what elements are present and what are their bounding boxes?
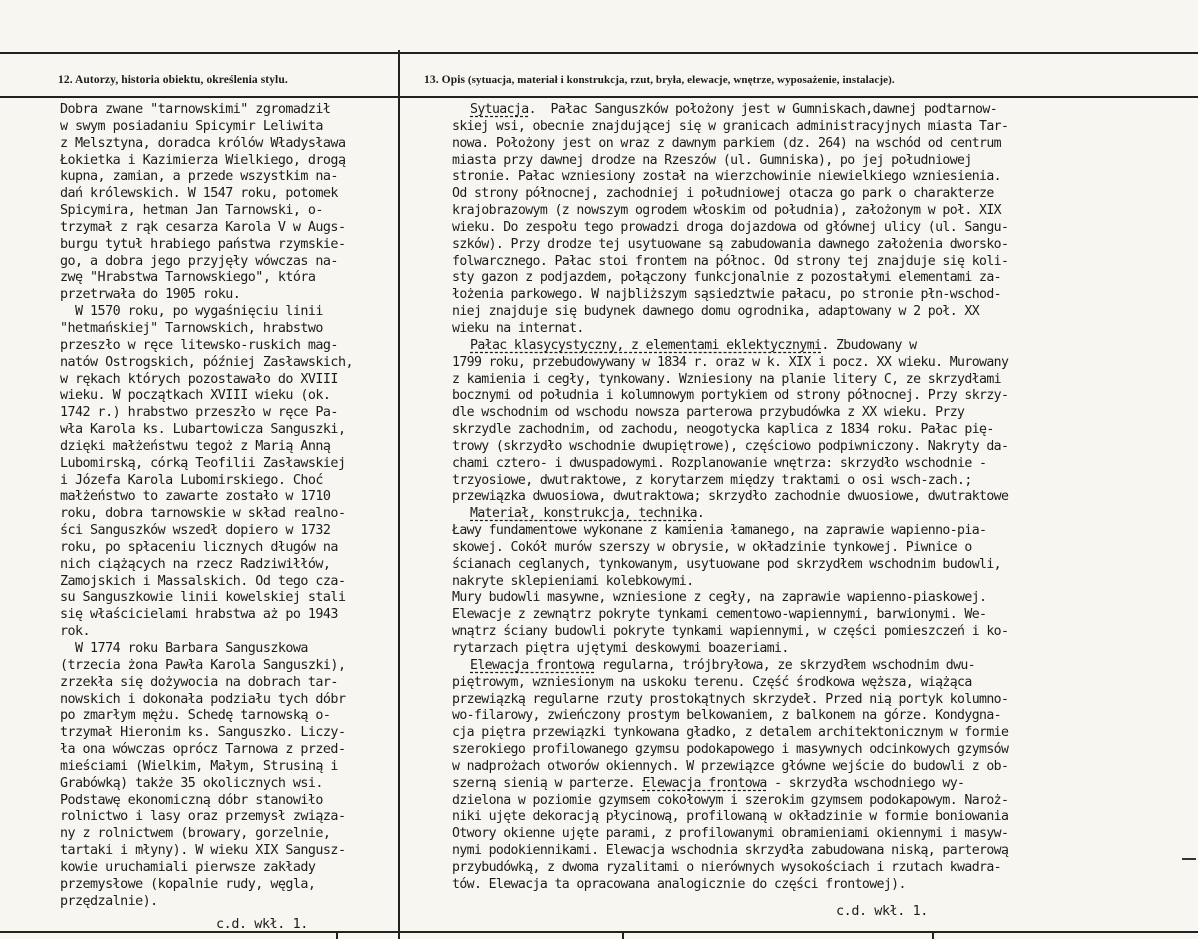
text-line: przetrwała do 1905 roku. xyxy=(60,287,241,303)
text-line: zrzekła się dożywocia na dobrach tar- xyxy=(60,674,338,690)
history-text xyxy=(60,102,353,911)
line-text: w nadprożach otworów okiennych. W przewiązce główne wejście do budowli z ob- xyxy=(452,758,1009,774)
section-13-subtitle: (sytuacja, materiał i konstrukcja, rzut, bryła, elewacje, wnętrze, wyposażenie, instalacje). xyxy=(465,74,895,86)
text-line xyxy=(452,742,1008,759)
text-line: po zmarłym mężu. Schedę tarnowską o- xyxy=(60,708,331,724)
text-line xyxy=(452,287,1008,304)
text-line: przeszło w ręce litewsko-ruskich mag- xyxy=(60,337,338,353)
line-text: cja piętra przewiązki tynkowana gładko, z detalem architektonicznym w formie xyxy=(452,725,1009,741)
line-text: wnątrz ściany budowli pokryte tynkami wapiennymi, w części pomieszczeń i ko- xyxy=(452,624,1009,640)
line-text: niej znajduje się budynek dawnego domu ogrodnika, adaptowany w 2 poł. XX xyxy=(452,304,980,320)
line-text: chami cztero- i dwuspadowymi. Rozplanowanie wnętrza: skrzydło wschodnie - xyxy=(452,455,987,471)
line-text: trowy (skrzydło wschodnie dwupiętrowe), częściowo podpiwniczony. Nakryty da- xyxy=(452,438,1009,454)
text-line xyxy=(452,338,1008,355)
text-line: (trzecia żona Pawła Karola Sanguszki), xyxy=(60,657,346,673)
text-line: kowie uruchamiali pierwsze zakłady xyxy=(60,859,316,875)
line-text: skiej wsi, obecnie znajdującej się w granicach administracyjnych miasta Tar- xyxy=(452,118,1009,134)
line-text: Mury budowli masywne, wzniesione z cegły, na zaprawie wapienno-piaskowej. xyxy=(452,590,987,606)
line-text: . Pałac Sanguszków położony jest w Gumniskach,dawnej podtarnow- xyxy=(528,102,998,117)
line-text: regularna, trójbryłowa, ze skrzydłem wschodnim dwu- xyxy=(594,657,976,673)
text-line: ny z rolnictwem (browary, gorzelnie, xyxy=(60,826,331,842)
line-text: folwarcznego. Pałac stoi frontem na północ. Od strony tej znajduje się koli- xyxy=(452,253,1009,269)
text-line xyxy=(452,590,1008,607)
line-text: szerną sienią w parterze. xyxy=(452,775,643,791)
text-line: ła ona wówczas oprócz Tarnowa z przed- xyxy=(60,742,346,758)
text-line: rok. xyxy=(60,624,91,640)
text-line: ści Sanguszków wszedł dopiero w 1732 xyxy=(60,523,331,539)
text-line xyxy=(452,776,1008,793)
bottom-tick xyxy=(622,931,624,939)
text-line: przędzalnie). xyxy=(60,893,158,909)
text-line: nich ciążących na rzecz Radziwiłłów, xyxy=(60,556,331,572)
bottom-rule xyxy=(0,931,1198,933)
text-line xyxy=(452,708,1008,725)
line-text: stronie. Pałac wzniesiony został na wierzchowinie niewielkiego wzniesienia. xyxy=(452,169,1001,185)
column-divider xyxy=(398,50,400,939)
line-text: przybudówką, z dwoma ryzalitami o nierównych wysokościach i rzutach kwadra- xyxy=(452,859,1001,875)
line-text: bocznymi od południa i kolumnowym portykiem od strony północnej. Przy skrzy- xyxy=(452,388,1009,404)
text-line: Grabówką) także 35 okolicznych wsi. xyxy=(60,775,323,791)
line-text: wieku. Do zespołu tego prowadzi droga dojazdowa od głównej ulicy (ul. Sangu- xyxy=(452,219,1009,235)
text-line xyxy=(452,473,1008,490)
line-text: z kamienia i cegły, tynkowany. Wzniesiony na planie litery C, ze skrzydłami xyxy=(452,371,1001,387)
text-line xyxy=(452,692,1008,709)
text-line: W 1774 roku Barbara Sanguszkowa xyxy=(60,641,308,656)
text-line xyxy=(452,388,1008,405)
text-line: roku, po spłaceniu licznych długów na xyxy=(60,539,338,555)
bottom-tick xyxy=(336,931,338,939)
text-line xyxy=(452,203,1008,220)
text-line xyxy=(452,169,1008,186)
section-13-header xyxy=(424,74,895,86)
text-line: kupna, zamian, a przede wszystkim na- xyxy=(60,169,338,185)
text-line: go, a dobra jego przyjęły wówczas na- xyxy=(60,253,338,269)
text-line xyxy=(452,574,1008,591)
line-text: dzielona w poziomie gzymsem cokołowym i szerokim gzymsem podokapowym. Naroż- xyxy=(452,792,1009,808)
line-text: szków). Przy drodze tej usytuowane są zabudowania dawnego założenia dworsko- xyxy=(452,236,1009,252)
text-line: Dobra zwane "tarnowskimi" zgromadził xyxy=(60,102,331,117)
line-text: trzyosiowe, dwutraktowe, z korytarzem między traktami o osi wsch-zach.; xyxy=(452,472,972,488)
line-text: Elewacje z zewnątrz pokryte tynkami cementowo-wapiennymi, barwionymi. We- xyxy=(452,607,987,623)
text-line xyxy=(452,422,1008,439)
text-line: wła Karola ks. Lubartowicza Sanguszki, xyxy=(60,422,346,438)
line-text: niki ujęte dekoracją płycinową, profilowaną w okładzinie w formie boniowania xyxy=(452,809,1009,825)
text-line xyxy=(452,759,1008,776)
text-line xyxy=(452,321,1008,338)
text-line: roku, dobra tarnowskie w skład realno- xyxy=(60,506,346,522)
text-line xyxy=(452,506,1008,523)
text-line: W 1570 roku, po wygaśnięciu linii xyxy=(60,304,323,320)
bottom-tick xyxy=(932,931,934,939)
text-line xyxy=(452,186,1008,203)
text-line xyxy=(452,675,1008,692)
text-line xyxy=(452,641,1008,658)
text-line xyxy=(452,658,1008,675)
line-text: wieku na internat. xyxy=(452,320,584,336)
text-line xyxy=(452,405,1008,422)
section-13-title: 13. Opis xyxy=(424,74,466,86)
header-rule xyxy=(0,96,1198,98)
text-line: przemysłowe (kopalnie rudy, węgla, xyxy=(60,876,316,892)
text-line: i Józefa Karola Lubomirskiego. Choć xyxy=(60,472,323,488)
line-text: miasta przy dawnej drodze na Rzeszów (ul. Gumniska), po jej południowej xyxy=(452,152,972,168)
text-line xyxy=(452,304,1008,321)
text-line xyxy=(452,826,1008,843)
text-line xyxy=(452,372,1008,389)
line-text: nymi podokiennikami. Elewacja wschodnia skrzydła zabudowana niską, parterową xyxy=(452,843,1009,859)
text-line xyxy=(452,489,1008,506)
text-line: su Sanguszkowie linii kowelskiej stali xyxy=(60,590,346,606)
text-line: nowskich i dokonała podziału tych dóbr xyxy=(60,691,346,707)
text-line: rolnictwo i lasy oraz przemysł związa- xyxy=(60,809,346,825)
line-text: nakryte sklepieniami kolebkowymi. xyxy=(452,573,694,589)
text-line: zwę "Hrabstwa Tarnowskiego", która xyxy=(60,270,316,286)
text-line xyxy=(452,809,1008,826)
line-text: krajobrazowym (z nowszym ogrodem włoskim od południa), założonym w poł. XIX xyxy=(452,203,1001,219)
text-line: małżeństwo to zawarte zostało w 1710 xyxy=(60,489,331,505)
text-line: dań królewskich. W 1547 roku, potomek xyxy=(60,186,338,202)
text-line xyxy=(452,136,1008,153)
text-line: Podstawę ekonomiczną dóbr stanowiło xyxy=(60,792,323,808)
line-text: Ławy fundamentowe wykonane z kamienia łamanego, na zaprawie wapienno-pia- xyxy=(452,523,987,539)
text-line xyxy=(452,355,1008,372)
line-text: nowa. Położony jest on wraz z dawnym parkiem (dz. 264) na wschód od centrum xyxy=(452,135,1001,151)
section-heading: Pałac klasycystyczny, z elementami eklektycznymi xyxy=(470,337,822,353)
line-text: przewiązka dwuosiowa, dwutraktowa; skrzydło zachodnie dwuosiowe, dwutraktowe xyxy=(452,489,1009,505)
text-line: tartaki i młyny). W wieku XIX Sangusz- xyxy=(60,843,346,859)
text-line xyxy=(452,793,1008,810)
text-line: z Melsztyna, doradca królów Władysława xyxy=(60,135,346,151)
line-text: ścianach ceglanych, tynkowanym, usytuowane pod skrzydłem wschodnim budowli, xyxy=(452,556,1001,572)
text-line xyxy=(452,540,1008,557)
line-text: skrzydle zachodnim, od zachodu, neogotycka kaplica z 1834 roku. Pałac pię- xyxy=(452,422,994,438)
continuation-note-right: c.d. wkł. 1. xyxy=(836,904,928,919)
text-line: "hetmańskiej" Tarnowskich, hrabstwo xyxy=(60,320,323,336)
text-line: 1742 r.) hrabstwo przeszło w ręce Pa- xyxy=(60,405,338,421)
line-text: rytarzach piętra ujętymi deskowymi boazeriami. xyxy=(452,641,789,656)
text-line: natów Ostrogskich, później Zasławskich, xyxy=(60,354,353,370)
text-line xyxy=(452,237,1008,254)
line-text: łożenia parkowego. W najbliższym sąsiedztwie pałacu, po stronie płn-wschod- xyxy=(452,287,1001,303)
section-heading: Elewacja frontowa xyxy=(470,657,595,673)
section-heading: Sytuacja xyxy=(470,102,529,117)
line-text: piętrowym, wzniesionym na uskoku terenu. Część środkowa węższa, wiążąca xyxy=(452,674,972,690)
text-line xyxy=(452,860,1008,877)
line-text: sty gazon z podjazdem, połączony funkcjonalnie z pozostałymi elementami za- xyxy=(452,270,1001,286)
text-line: się właścicielami hrabstwa aż po 1943 xyxy=(60,607,338,623)
text-line: dzięki małżeństwu tegoż z Marią Anną xyxy=(60,438,331,454)
section-12-header: 12. Autorzy, historia obiektu, określenia stylu. xyxy=(58,74,288,86)
text-line xyxy=(452,220,1008,237)
line-text: szerokiego profilowanego gzymsu podokapowego i masywnych odcinkowych gzymsów xyxy=(452,742,1009,758)
text-line: trzymał Hieronim ks. Sanguszko. Liczy- xyxy=(60,725,346,741)
line-text: Otwory okienne ujęte parami, z profilowanymi obramieniami okiennymi i masyw- xyxy=(452,826,1009,842)
top-rule xyxy=(0,52,1198,54)
text-line: w swym posiadaniu Spicymir Leliwita xyxy=(60,118,323,134)
line-text: wo-filarowy, zwieńczony prostym belkowaniem, z balkonem na górze. Kondygna- xyxy=(452,708,1001,724)
text-line xyxy=(452,119,1008,136)
line-text: . Zbudowany w xyxy=(821,337,917,353)
continuation-note-left: c.d. wkł. 1. xyxy=(216,917,308,932)
text-line: wieku. W początkach XVIII wieku (ok. xyxy=(60,388,331,404)
text-line: Lubomirską, córką Teofilii Zasławskiej xyxy=(60,455,346,471)
line-text: przewiązką regularne rzuty prostokątnych skrzydeł. Przed nią portyk kolumno- xyxy=(452,691,1009,707)
text-line xyxy=(452,523,1008,540)
line-text: tów. Elewacja ta opracowana analogicznie do części frontowej). xyxy=(452,876,906,892)
text-line: w rękach których pozostawało do XVIII xyxy=(60,371,338,387)
text-line xyxy=(452,439,1008,456)
text-line xyxy=(452,877,1008,894)
text-line xyxy=(452,607,1008,624)
line-text: dle wschodnim od wschodu nowsza parterowa przybudówka z XX wieku. Przy xyxy=(452,405,965,421)
description-text xyxy=(452,102,1008,894)
text-line xyxy=(452,624,1008,641)
line-text: Od strony północnej, zachodniej i południowej otacza go park o charakterze xyxy=(452,186,994,202)
text-line xyxy=(452,557,1008,574)
line-text: . xyxy=(696,506,705,522)
edge-mark xyxy=(1182,858,1196,860)
section-heading: Elewacja frontowa xyxy=(642,775,767,791)
text-line xyxy=(452,843,1008,860)
text-line xyxy=(452,456,1008,473)
section-heading: Materiał, konstrukcja, technika xyxy=(470,506,697,522)
text-line xyxy=(452,102,1008,119)
line-text: - skrzydła wschodniego wy- xyxy=(766,775,965,791)
text-line xyxy=(452,725,1008,742)
text-line: Spicymira, hetman Jan Tarnowski, o- xyxy=(60,203,323,219)
text-line: Zamojskich i Massalskich. Od tego cza- xyxy=(60,573,346,589)
text-line xyxy=(452,270,1008,287)
text-line: mieściami (Wielkim, Małym, Strusiną i xyxy=(60,758,338,774)
line-text: 1799 roku, przebudowywany w 1834 r. oraz w k. XIX i pocz. XX wieku. Murowany xyxy=(452,354,1009,370)
line-text: skowej. Cokół murów szerszy w obrysie, w okładzinie tynkowej. Piwnice o xyxy=(452,539,972,555)
text-line: trzymał z rąk cesarza Karola V w Augs- xyxy=(60,219,346,235)
text-line xyxy=(452,254,1008,271)
text-line: Łokietka i Kazimierza Wielkiego, drogą xyxy=(60,152,346,168)
text-line xyxy=(452,153,1008,170)
text-line: burgu tytuł hrabiego państwa rzymskie- xyxy=(60,236,346,252)
